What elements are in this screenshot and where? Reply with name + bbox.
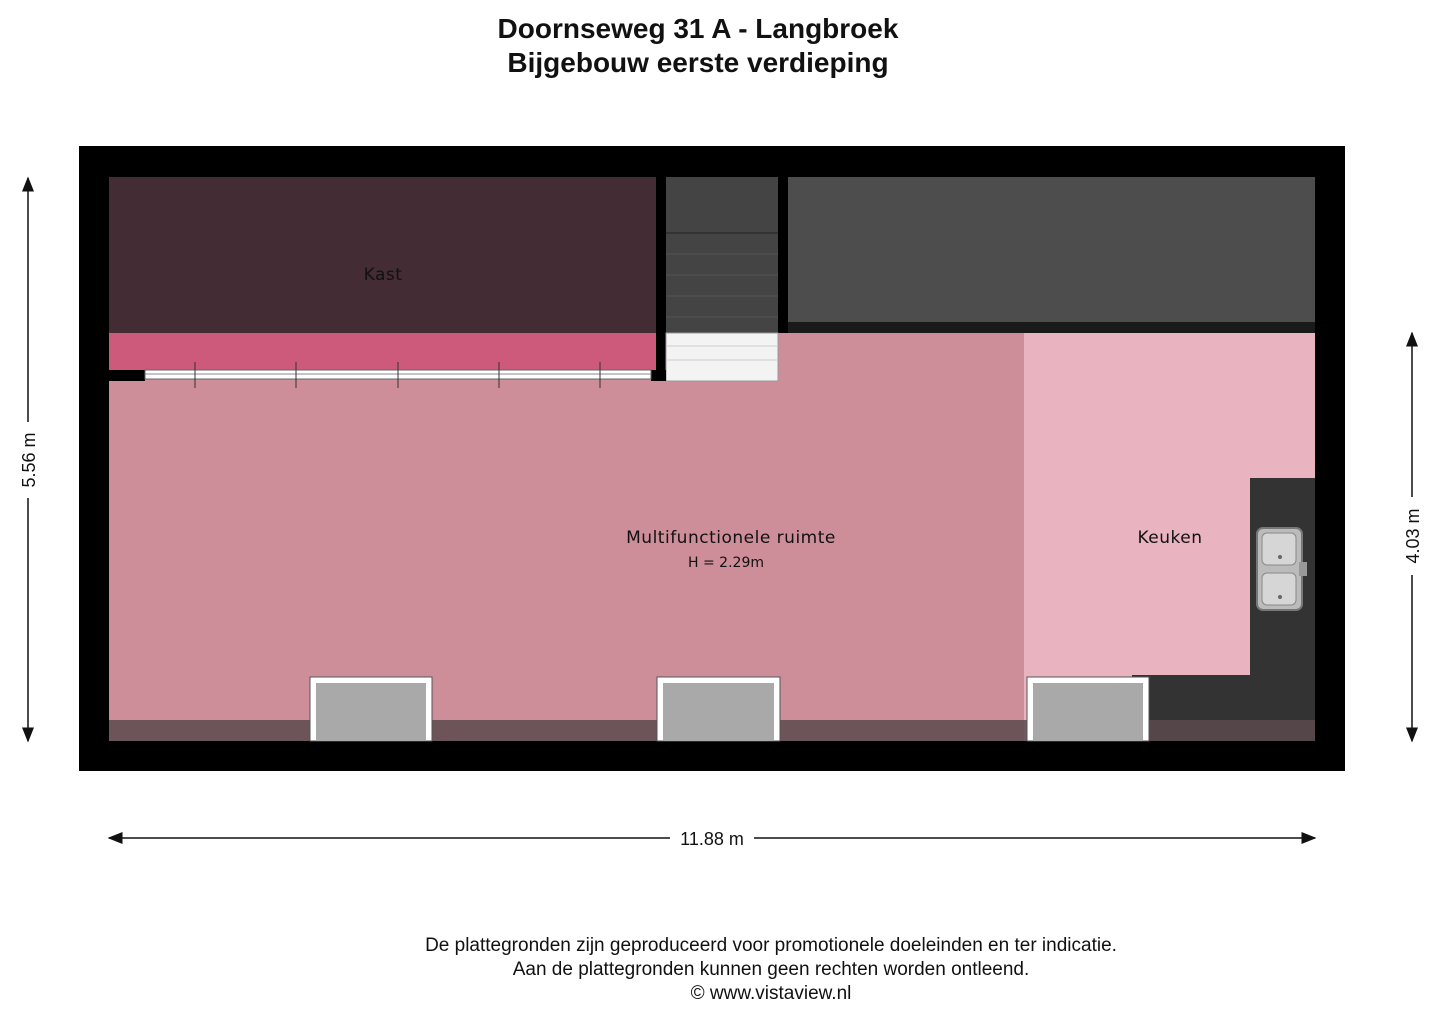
room-label-kitchen: Keuken	[1137, 528, 1203, 548]
plan-title: Doornseweg 31 A - Langbroek	[497, 13, 899, 44]
room-label-kast: Kast	[363, 265, 403, 285]
void-area	[788, 177, 1315, 322]
copyright-line: © www.vistaview.nl	[690, 983, 852, 1004]
plan-subtitle: Bijgebouw eerste verdieping	[507, 47, 889, 78]
dimension-right-label: 4.03 m	[1403, 508, 1423, 564]
void-edge	[788, 322, 1315, 333]
stair-wall	[778, 177, 788, 333]
wardrobe-strip	[109, 333, 656, 370]
disclaimer-line-1: De plattegronden zijn geproduceerd voor promotionele doeleinden en ter indicatie.	[425, 935, 1117, 956]
room-kast	[109, 177, 656, 333]
room-label-main: Multifunctionele ruimte	[626, 528, 836, 548]
room-height-label: H = 2.29m	[688, 555, 764, 571]
dormer-window	[310, 677, 432, 741]
dimension-left	[19, 178, 39, 741]
dimension-bottom	[109, 829, 1315, 849]
stair-wall	[656, 177, 666, 381]
dimension-bottom-label: 11.88 m	[680, 829, 744, 849]
dormer-window	[1027, 677, 1149, 741]
staircase	[666, 177, 778, 381]
room-main	[109, 333, 1024, 741]
dimension-right	[1403, 333, 1423, 741]
sink-icon	[1257, 528, 1307, 610]
dormer-window	[657, 677, 780, 741]
disclaimer-line-2: Aan de plattegronden kunnen geen rechten worden ontleend.	[512, 959, 1030, 980]
dimension-left-label: 5.56 m	[19, 432, 39, 488]
